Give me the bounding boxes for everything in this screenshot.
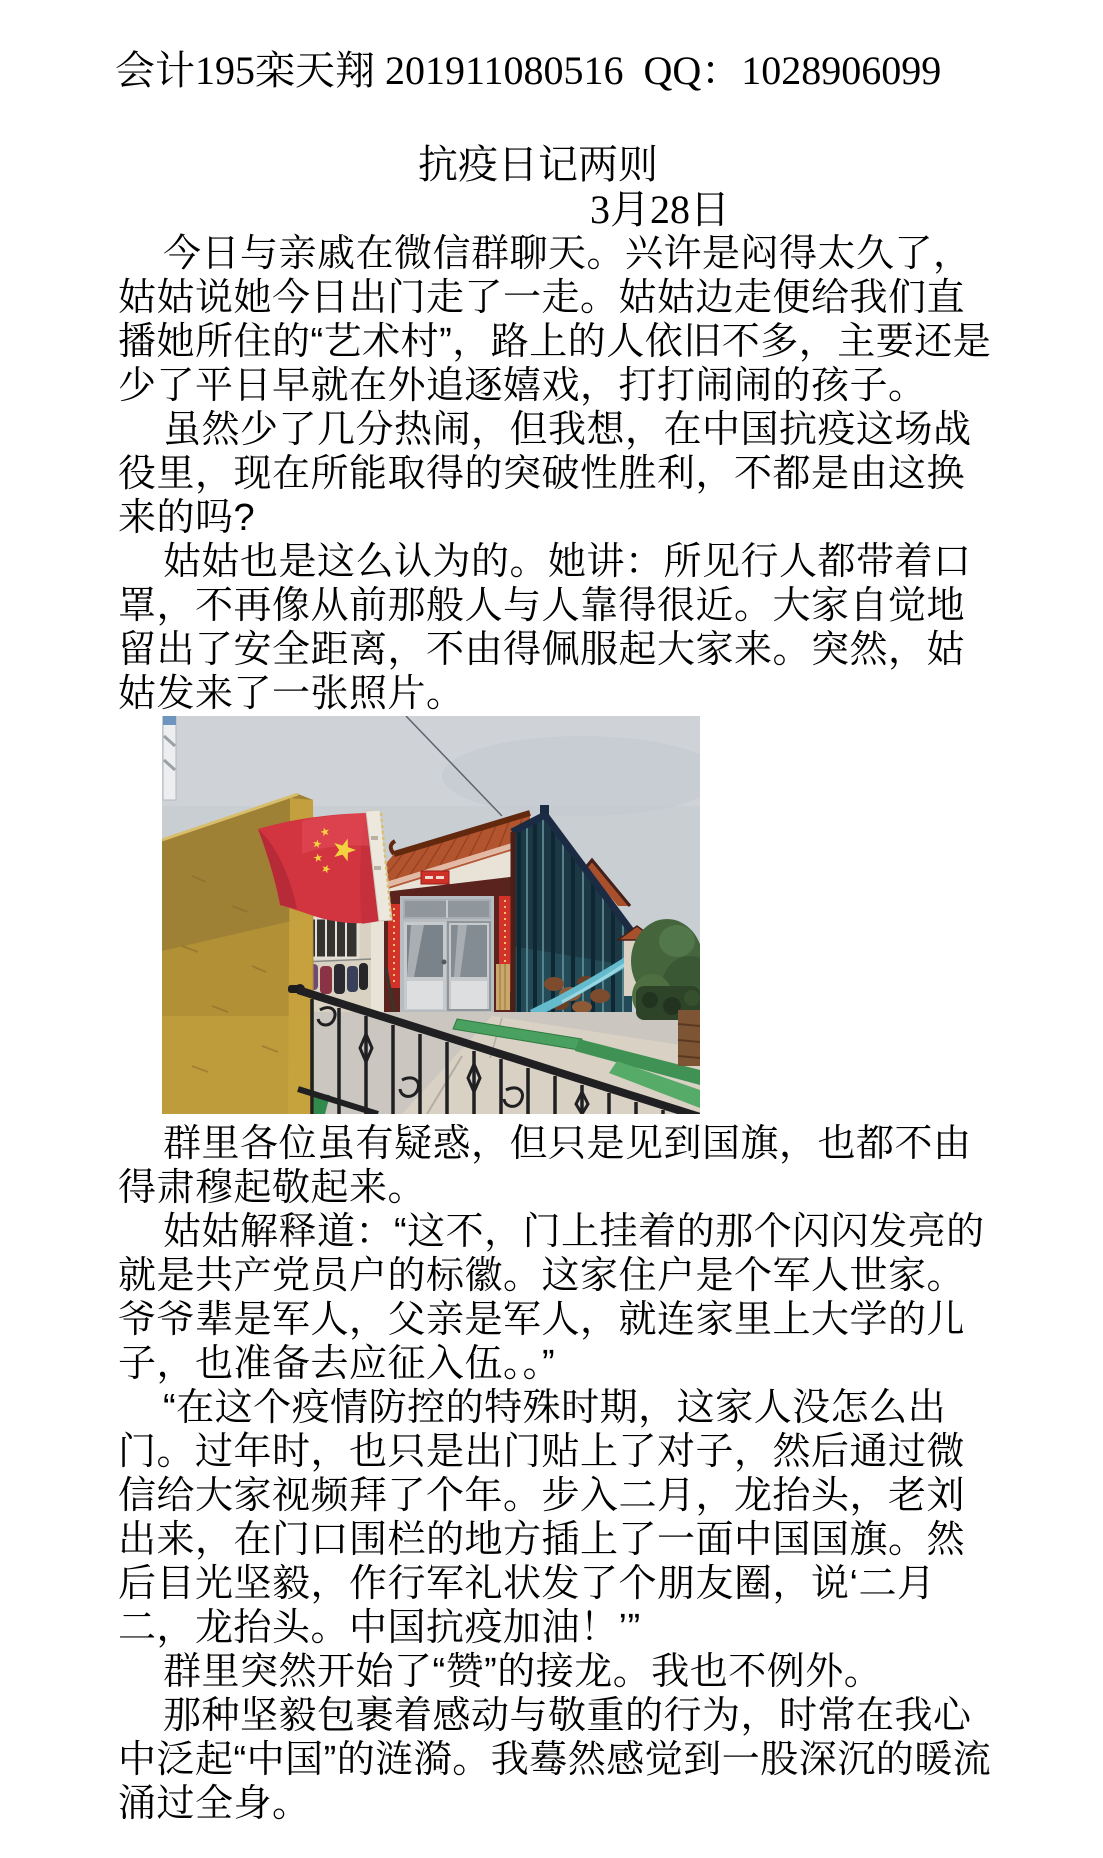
diary-paragraph: 姑姑也是这么认为的。她讲：所见行人都带着口罩，不再像从前那般人与人靠得很近。大家自觉地留出了安全距离，不由得佩服起大家来。突然，姑姑发来了一张照片。 bbox=[118, 541, 972, 715]
street-sign bbox=[163, 716, 176, 800]
diary-photo bbox=[162, 716, 700, 1114]
diary-paragraph: 姑姑解释道：“这不，门上挂着的那个闪闪发亮的就是共产党员户的标徽。这家住户是个军人世家。爷爷辈是军人，父亲是军人，就连家里上大学的儿子，也准备去应征入伍。。” bbox=[118, 1211, 985, 1385]
document-title: 抗疫日记两则 bbox=[418, 142, 658, 187]
diary-paragraph: “在这个疫情防控的特殊时期，这家人没怎么出门。过年时，也只是出门贴上了对子，然后通过微信给大家视频拜了个年。步入二月，龙抬头，老刘出来，在门口围栏的地方插上了一面中国国旗。然后目光坚毅，作行军礼状发了个朋友圈，说‘二月二，龙抬头。中国抗疫加油！’” bbox=[118, 1387, 966, 1649]
diary-paragraph: 虽然少了几分热闹，但我想，在中国抗疫这场战役里，现在所能取得的突破性胜利，不都是由这换来的吗? bbox=[118, 409, 972, 539]
glass-door bbox=[400, 896, 494, 1014]
diary-paragraph: 群里各位虽有疑惑，但只是见到国旗，也都不由得肃穆起敬起来。 bbox=[118, 1123, 972, 1209]
bamboo-screen bbox=[496, 964, 510, 1010]
wooden-bench bbox=[678, 1010, 700, 1066]
diary-paragraph: 今日与亲戚在微信群聊天。兴许是闷得太久了，姑姑说她今日出门走了一走。姑姑边走便给我们直播她所住的“艺术村”，路上的人依旧不多，主要还是少了平日早就在外追逐嬉戏，打打闹闹的孩子。 bbox=[118, 233, 992, 407]
diary-date: 3月28日 bbox=[590, 187, 730, 232]
diary-paragraph: 群里突然开始了“赞”的接龙。我也不例外。 bbox=[163, 1651, 883, 1693]
door-plaque bbox=[421, 871, 449, 884]
barred-window bbox=[306, 918, 358, 958]
diary-paragraph: 那种坚毅包裹着感动与敬重的行为，时常在我心中泛起“中国”的涟漪。我蓦然感觉到一股深沉的暖流涌过全身。 bbox=[118, 1695, 992, 1825]
student-info-header: 会计195栾天翔 201911080516 QQ：1028906099 bbox=[115, 48, 942, 93]
